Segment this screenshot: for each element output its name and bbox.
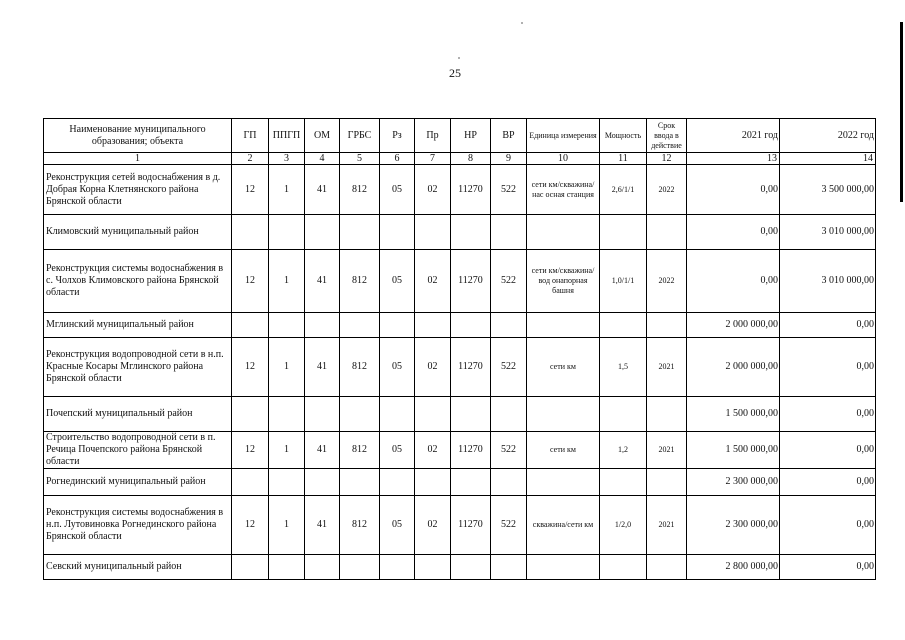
cell-nr: 11270: [451, 165, 491, 215]
cell-gp: 12: [232, 165, 269, 215]
cell-term: 2021: [647, 432, 687, 469]
cell-unit: [527, 555, 600, 580]
cell-unit: сети км/скважина/вод онапорная башня: [527, 250, 600, 313]
cell-om: 41: [305, 432, 340, 469]
cell-nr: 11270: [451, 432, 491, 469]
cell-power: [600, 555, 647, 580]
cell-om: [305, 555, 340, 580]
cell-rz: 05: [380, 338, 415, 397]
cell-term: [647, 397, 687, 432]
column-number: 4: [305, 153, 340, 165]
cell-pr: [415, 215, 451, 250]
cell-unit: сети км/скважина/нас осная станция: [527, 165, 600, 215]
table-row: [44, 496, 876, 555]
header-unit: Единица измерения: [527, 119, 600, 153]
header-rz: Рз: [380, 119, 415, 153]
column-number: 13: [687, 153, 780, 165]
cell-rz: 05: [380, 250, 415, 313]
column-number: 9: [491, 153, 527, 165]
cell-unit: скважина/сети км: [527, 496, 600, 555]
cell-power: [600, 469, 647, 496]
cell-ppgp: [269, 469, 305, 496]
header-row: [44, 119, 876, 153]
column-number: 14: [780, 153, 876, 165]
cell-2021: 1 500 000,00: [687, 397, 780, 432]
table-row: [44, 165, 876, 215]
column-number: 1: [44, 153, 232, 165]
cell-unit: [527, 215, 600, 250]
cell-2021: 2 000 000,00: [687, 313, 780, 338]
scan-speck: [521, 22, 523, 24]
header-pr: Пр: [415, 119, 451, 153]
page-number: 25: [449, 66, 461, 80]
cell-power: [600, 397, 647, 432]
cell-nr: [451, 215, 491, 250]
cell-2021: 2 800 000,00: [687, 555, 780, 580]
column-number: 6: [380, 153, 415, 165]
cell-pr: 02: [415, 432, 451, 469]
cell-2021: 0,00: [687, 250, 780, 313]
object-name: Реконструкция системы водоснабжения в с. Чолхов Климовского района Брянской области: [44, 250, 232, 313]
cell-2021: 0,00: [687, 165, 780, 215]
cell-gp: [232, 469, 269, 496]
header-grbs: ГРБС: [340, 119, 380, 153]
district-name: Мглинский муниципальный район: [44, 313, 232, 338]
cell-pr: [415, 555, 451, 580]
header-ppgp: ППГП: [269, 119, 305, 153]
district-name: Почепский муниципальный район: [44, 397, 232, 432]
table-row: [44, 397, 876, 432]
cell-nr: 11270: [451, 338, 491, 397]
cell-unit: [527, 469, 600, 496]
cell-power: 2,6/1/1: [600, 165, 647, 215]
table-row: [44, 432, 876, 469]
cell-term: [647, 555, 687, 580]
cell-pr: [415, 313, 451, 338]
cell-rz: [380, 555, 415, 580]
cell-vr: 522: [491, 432, 527, 469]
cell-ppgp: [269, 313, 305, 338]
cell-vr: 522: [491, 250, 527, 313]
cell-ppgp: 1: [269, 250, 305, 313]
cell-vr: 522: [491, 165, 527, 215]
cell-unit: сети км: [527, 432, 600, 469]
cell-term: 2022: [647, 250, 687, 313]
cell-2021: 1 500 000,00: [687, 432, 780, 469]
cell-grbs: 812: [340, 432, 380, 469]
cell-rz: 05: [380, 165, 415, 215]
cell-power: 1,5: [600, 338, 647, 397]
cell-2022: 0,00: [780, 338, 876, 397]
cell-grbs: [340, 397, 380, 432]
cell-nr: [451, 555, 491, 580]
cell-vr: [491, 313, 527, 338]
cell-nr: [451, 313, 491, 338]
column-number-row: [44, 153, 876, 165]
table-row: [44, 250, 876, 313]
district-name: Рогнединский муниципальный район: [44, 469, 232, 496]
object-name: Строительство водопроводной сети в п. Речица Почепского района Брянской области: [44, 432, 232, 469]
cell-gp: [232, 397, 269, 432]
cell-rz: 05: [380, 432, 415, 469]
column-number: 12: [647, 153, 687, 165]
cell-2022: 0,00: [780, 555, 876, 580]
cell-power: [600, 215, 647, 250]
cell-om: 41: [305, 250, 340, 313]
column-number: 8: [451, 153, 491, 165]
cell-rz: [380, 397, 415, 432]
cell-2021: 0,00: [687, 215, 780, 250]
cell-gp: [232, 313, 269, 338]
cell-rz: [380, 313, 415, 338]
cell-gp: 12: [232, 338, 269, 397]
table-row: [44, 338, 876, 397]
cell-gp: [232, 555, 269, 580]
column-number: 7: [415, 153, 451, 165]
cell-pr: [415, 397, 451, 432]
cell-nr: 11270: [451, 496, 491, 555]
header-2021: 2021 год: [687, 119, 780, 153]
cell-power: 1,2: [600, 432, 647, 469]
cell-gp: 12: [232, 250, 269, 313]
cell-rz: [380, 469, 415, 496]
cell-2022: 0,00: [780, 469, 876, 496]
scan-speck: [458, 57, 460, 59]
district-name: Севский муниципальный район: [44, 555, 232, 580]
cell-2022: 0,00: [780, 432, 876, 469]
cell-grbs: [340, 469, 380, 496]
cell-vr: [491, 215, 527, 250]
cell-ppgp: 1: [269, 165, 305, 215]
cell-gp: 12: [232, 496, 269, 555]
cell-om: [305, 215, 340, 250]
cell-term: [647, 313, 687, 338]
cell-om: [305, 313, 340, 338]
cell-term: [647, 215, 687, 250]
cell-power: 1,0/1/1: [600, 250, 647, 313]
cell-gp: [232, 215, 269, 250]
column-number: 3: [269, 153, 305, 165]
cell-2021: 2 000 000,00: [687, 338, 780, 397]
cell-om: 41: [305, 338, 340, 397]
cell-grbs: [340, 215, 380, 250]
cell-pr: [415, 469, 451, 496]
header-power: Мощность: [600, 119, 647, 153]
cell-ppgp: [269, 397, 305, 432]
cell-om: [305, 397, 340, 432]
header-2022: 2022 год: [780, 119, 876, 153]
cell-vr: [491, 555, 527, 580]
cell-2022: 0,00: [780, 496, 876, 555]
cell-grbs: [340, 313, 380, 338]
cell-ppgp: 1: [269, 338, 305, 397]
cell-pr: 02: [415, 165, 451, 215]
column-number: 2: [232, 153, 269, 165]
cell-om: [305, 469, 340, 496]
cell-nr: [451, 469, 491, 496]
cell-grbs: 812: [340, 165, 380, 215]
cell-pr: 02: [415, 338, 451, 397]
cell-vr: 522: [491, 496, 527, 555]
table-row: [44, 469, 876, 496]
cell-ppgp: [269, 215, 305, 250]
cell-2022: 3 500 000,00: [780, 165, 876, 215]
cell-om: 41: [305, 165, 340, 215]
object-name: Реконструкция водопроводной сети в н.п. Красные Косары Мглинского района Брянской области: [44, 338, 232, 397]
column-number: 5: [340, 153, 380, 165]
header-gp: ГП: [232, 119, 269, 153]
cell-2021: 2 300 000,00: [687, 469, 780, 496]
cell-ppgp: 1: [269, 496, 305, 555]
table-row: [44, 313, 876, 338]
cell-power: [600, 313, 647, 338]
cell-unit: [527, 397, 600, 432]
cell-grbs: 812: [340, 250, 380, 313]
cell-grbs: 812: [340, 338, 380, 397]
cell-nr: 11270: [451, 250, 491, 313]
cell-2021: 2 300 000,00: [687, 496, 780, 555]
column-number: 10: [527, 153, 600, 165]
district-name: Климовский муниципальный район: [44, 215, 232, 250]
cell-grbs: 812: [340, 496, 380, 555]
cell-power: 1/2,0: [600, 496, 647, 555]
cell-2022: 0,00: [780, 313, 876, 338]
object-name: Реконструкция системы водоснабжения в н.п. Лутовиновка Рогнединского района Брянской области: [44, 496, 232, 555]
cell-pr: 02: [415, 250, 451, 313]
cell-term: 2021: [647, 496, 687, 555]
cell-term: 2022: [647, 165, 687, 215]
cell-vr: [491, 397, 527, 432]
cell-rz: [380, 215, 415, 250]
header-name: Наименование муниципального образования; объекта: [44, 119, 232, 153]
cell-2022: 3 010 000,00: [780, 250, 876, 313]
column-number: 11: [600, 153, 647, 165]
cell-term: 2021: [647, 338, 687, 397]
header-term: Срок ввода в действие: [647, 119, 687, 153]
cell-om: 41: [305, 496, 340, 555]
cell-gp: 12: [232, 432, 269, 469]
header-nr: НР: [451, 119, 491, 153]
cell-pr: 02: [415, 496, 451, 555]
cell-rz: 05: [380, 496, 415, 555]
cell-vr: 522: [491, 338, 527, 397]
cell-ppgp: 1: [269, 432, 305, 469]
page-edge-rule: [900, 22, 903, 202]
cell-ppgp: [269, 555, 305, 580]
header-om: ОМ: [305, 119, 340, 153]
cell-nr: [451, 397, 491, 432]
cell-2022: 0,00: [780, 397, 876, 432]
cell-unit: сети км: [527, 338, 600, 397]
cell-term: [647, 469, 687, 496]
cell-unit: [527, 313, 600, 338]
object-name: Реконструкция сетей водоснабжения в д. Добрая Корна Клетнянского района Брянской области: [44, 165, 232, 215]
cell-grbs: [340, 555, 380, 580]
budget-table: [43, 118, 876, 580]
cell-2022: 3 010 000,00: [780, 215, 876, 250]
cell-vr: [491, 469, 527, 496]
table-row: [44, 555, 876, 580]
table-row: [44, 215, 876, 250]
header-vr: ВР: [491, 119, 527, 153]
